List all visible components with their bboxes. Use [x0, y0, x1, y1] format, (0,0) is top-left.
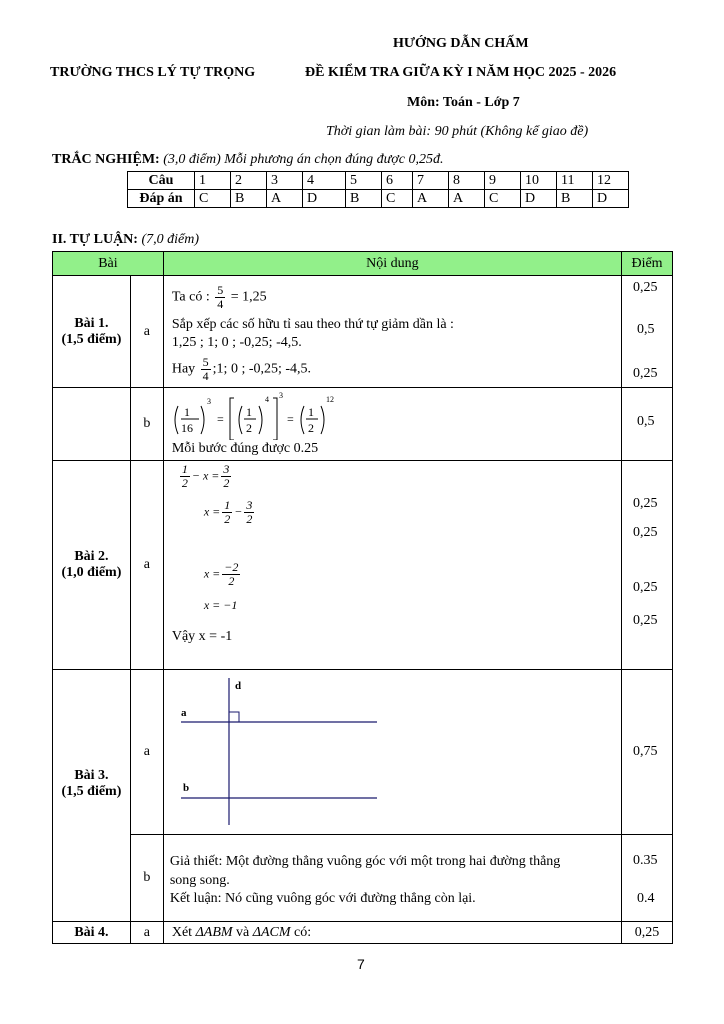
- bai1-a-row: [53, 276, 673, 388]
- mcq-q: 6: [382, 172, 413, 190]
- bai1-a-scores: [622, 276, 673, 388]
- den-16: 16: [180, 421, 193, 435]
- denominator: 2: [224, 512, 231, 526]
- bai4-row: [53, 922, 673, 944]
- bai2-name: Bài 2.: [74, 549, 109, 564]
- col-noidung: Nội dung: [163, 252, 621, 276]
- text: x =: [203, 504, 221, 519]
- bai2-eq4: x = −1: [203, 598, 238, 612]
- bai1-label: [53, 276, 131, 388]
- bai2-points: (1,0 điểm): [61, 565, 122, 580]
- equals: =: [286, 412, 294, 426]
- bai2-scores: [622, 461, 673, 670]
- numerator: 5: [217, 283, 224, 297]
- text: x =: [203, 566, 221, 581]
- fraction: [180, 463, 190, 490]
- bai1-line1: [172, 284, 267, 311]
- bai3-a-content: [163, 670, 621, 835]
- fraction-5-4: [215, 284, 225, 311]
- mcq-a: C: [485, 190, 521, 208]
- empty-cell: [53, 388, 131, 461]
- score: 0,25: [633, 525, 658, 540]
- text: có:: [294, 924, 312, 940]
- fraction: [244, 499, 254, 526]
- exp-12: 12: [325, 395, 334, 404]
- score: 0,5: [637, 322, 655, 337]
- power-expression: [170, 390, 500, 440]
- essay-heading: [52, 232, 199, 248]
- bai2-row: [53, 461, 673, 670]
- score: 0,5: [637, 414, 655, 429]
- bai1-b-note: Mỗi bước đúng được 0.25: [171, 441, 319, 456]
- text: − x =: [191, 468, 220, 483]
- numerator: 3: [223, 462, 230, 476]
- grading-table-header: [53, 252, 673, 276]
- mcq-q: 9: [485, 172, 521, 190]
- text: và: [236, 924, 250, 940]
- exam-name: ĐỀ KIỂM TRA GIỮA KỲ I NĂM HỌC 2025 - 2026: [305, 65, 617, 80]
- bai2-label: [53, 461, 131, 670]
- mcq-a: B: [346, 190, 382, 208]
- right-angle-mark: [229, 712, 239, 722]
- bai1-b-content: [163, 388, 621, 461]
- bai1-b-row: [53, 388, 673, 461]
- bai1-line4: [172, 356, 311, 383]
- mcq-a: A: [413, 190, 449, 208]
- mcq-heading-rest: (3,0 điểm) Mỗi phương án chọn đúng được 0,25đ.: [163, 152, 444, 167]
- mcq-row-label: Đáp án: [128, 190, 195, 208]
- mcq-q: 7: [413, 172, 449, 190]
- bai4-score: 0,25: [622, 922, 673, 944]
- essay-heading-bold: II. TỰ LUẬN:: [52, 232, 138, 247]
- mcq-answer-row: [128, 190, 629, 208]
- bai1-name: Bài 1.: [74, 315, 109, 331]
- mcq-q: 8: [449, 172, 485, 190]
- mcq-a: B: [231, 190, 267, 208]
- mcq-q: 1: [195, 172, 231, 190]
- perpendicular-lines-figure: [164, 670, 623, 834]
- bai3-a-row: [53, 670, 673, 835]
- mcq-q: 12: [593, 172, 629, 190]
- denominator: 2: [246, 512, 253, 526]
- time-line: Thời gian làm bài: 90 phút (Không kể giao đề): [326, 124, 589, 139]
- score: 0,25: [633, 280, 658, 295]
- bai3-name: Bài 3.: [74, 768, 109, 783]
- exp-3: 3: [206, 397, 211, 406]
- mcq-q: 11: [557, 172, 593, 190]
- text: Hay: [171, 361, 196, 377]
- bai1-a-content: [163, 276, 621, 388]
- bai3-a-scores: [622, 670, 673, 835]
- score: 0,25: [633, 366, 658, 381]
- mcq-a: D: [521, 190, 557, 208]
- fraction-5-4: [201, 356, 211, 383]
- denominator: 4: [202, 369, 209, 383]
- num-1: 1: [307, 405, 314, 419]
- bai1-line2: Sắp xếp các số hữu tỉ sau theo thứ tự giảm dần là :: [171, 317, 454, 332]
- denominator: 4: [217, 297, 224, 311]
- numerator: 1: [224, 498, 231, 512]
- den-2: 2: [307, 421, 314, 435]
- mcq-q: 10: [521, 172, 557, 190]
- bai3-label: [53, 670, 131, 922]
- mcq-a: B: [557, 190, 593, 208]
- mcq-q: 5: [346, 172, 382, 190]
- bai3-points: (1,5 điểm): [61, 784, 122, 799]
- bai1-points: (1,5 điểm): [61, 331, 122, 347]
- fraction: [221, 463, 231, 490]
- mcq-row-label: Câu: [128, 172, 195, 190]
- score: 0.4: [637, 891, 655, 906]
- fraction: [222, 561, 240, 588]
- bai3-gt: Giả thiết: Một đường thẳng vuông góc với một trong hai đường thẳng: [169, 854, 561, 869]
- bai2-eq2: [204, 499, 257, 526]
- text: −: [234, 504, 243, 519]
- mcq-a: A: [267, 190, 303, 208]
- mcq-q: 2: [231, 172, 267, 190]
- denominator: 2: [181, 476, 188, 490]
- triangle-abm: ΔABM: [195, 924, 233, 940]
- text: Ta có :: [171, 289, 210, 305]
- bai2-conclusion: Vậy x = -1: [171, 629, 233, 644]
- mcq-a: A: [449, 190, 485, 208]
- score: 0,25: [633, 496, 658, 511]
- text: ;1; 0 ; -0,25; -4,5.: [212, 361, 312, 377]
- bai2-part-a: a: [130, 461, 163, 670]
- triangle-acm: ΔACM: [252, 924, 291, 940]
- bai3-part-b: b: [130, 835, 163, 922]
- bai1-part-b: b: [130, 388, 163, 461]
- label-d: d: [234, 680, 241, 692]
- text: = 1,25: [230, 289, 267, 305]
- bai3-b-row: [53, 835, 673, 922]
- bai1-line3: 1,25 ; 1; 0 ; -0,25; -4,5.: [171, 335, 302, 350]
- bai3-b-content: [163, 835, 621, 922]
- denominator: 2: [223, 476, 230, 490]
- bai2-content: [163, 461, 621, 670]
- grading-table: [52, 251, 673, 944]
- bai3-kl: Kết luận: Nó cũng vuông góc với đường thẳng còn lại.: [169, 891, 476, 906]
- mcq-heading-bold: TRẮC NGHIỆM:: [52, 152, 160, 167]
- equals: =: [216, 412, 224, 426]
- label-a: a: [180, 707, 187, 719]
- bai3-b-scores: [622, 835, 673, 922]
- mcq-q: 3: [267, 172, 303, 190]
- essay-heading-rest: (7,0 điểm): [141, 232, 200, 247]
- score: 0,75: [633, 744, 658, 759]
- bai1-b-scores: [622, 388, 673, 461]
- col-diem: Điểm: [622, 252, 673, 276]
- col-bai: Bài: [53, 252, 164, 276]
- doc-title: HƯỚNG DẪN CHẤM: [393, 36, 529, 51]
- score: 0.35: [633, 853, 658, 868]
- page-number: 7: [357, 956, 365, 972]
- mcq-answer-table: [127, 171, 629, 208]
- subject-line: Môn: Toán - Lớp 7: [407, 95, 520, 110]
- exp-3: 3: [278, 391, 283, 400]
- num-1: 1: [245, 405, 252, 419]
- fraction: [222, 499, 232, 526]
- score: 0,25: [633, 580, 658, 595]
- den-2: 2: [245, 421, 252, 435]
- bai4-part-a: a: [130, 922, 163, 944]
- bai3-part-a: a: [130, 670, 163, 835]
- exp-4: 4: [264, 395, 269, 404]
- mcq-question-row: [128, 172, 629, 190]
- numerator: 5: [202, 355, 209, 369]
- numerator: 3: [246, 498, 253, 512]
- bai4-name: Bài 4.: [53, 922, 131, 944]
- mcq-heading: [52, 152, 443, 168]
- numerator: 1: [181, 462, 188, 476]
- text: Xét: [171, 924, 193, 940]
- label-b: b: [182, 782, 189, 794]
- mcq-a: D: [593, 190, 629, 208]
- denominator: 2: [228, 574, 235, 588]
- bai2-eq1: [178, 463, 234, 490]
- numerator: −2: [224, 560, 239, 574]
- score: 0,25: [633, 613, 658, 628]
- num-1: 1: [183, 405, 190, 419]
- mcq-a: C: [382, 190, 413, 208]
- bai3-gt2: song song.: [169, 873, 230, 888]
- bai4-content: [163, 922, 621, 944]
- bai2-eq3: [204, 561, 243, 588]
- mcq-q: 4: [303, 172, 346, 190]
- mcq-a: D: [303, 190, 346, 208]
- mcq-a: C: [195, 190, 231, 208]
- bai1-part-a: a: [130, 276, 163, 388]
- school-name: TRƯỜNG THCS LÝ TỰ TRỌNG: [50, 65, 256, 80]
